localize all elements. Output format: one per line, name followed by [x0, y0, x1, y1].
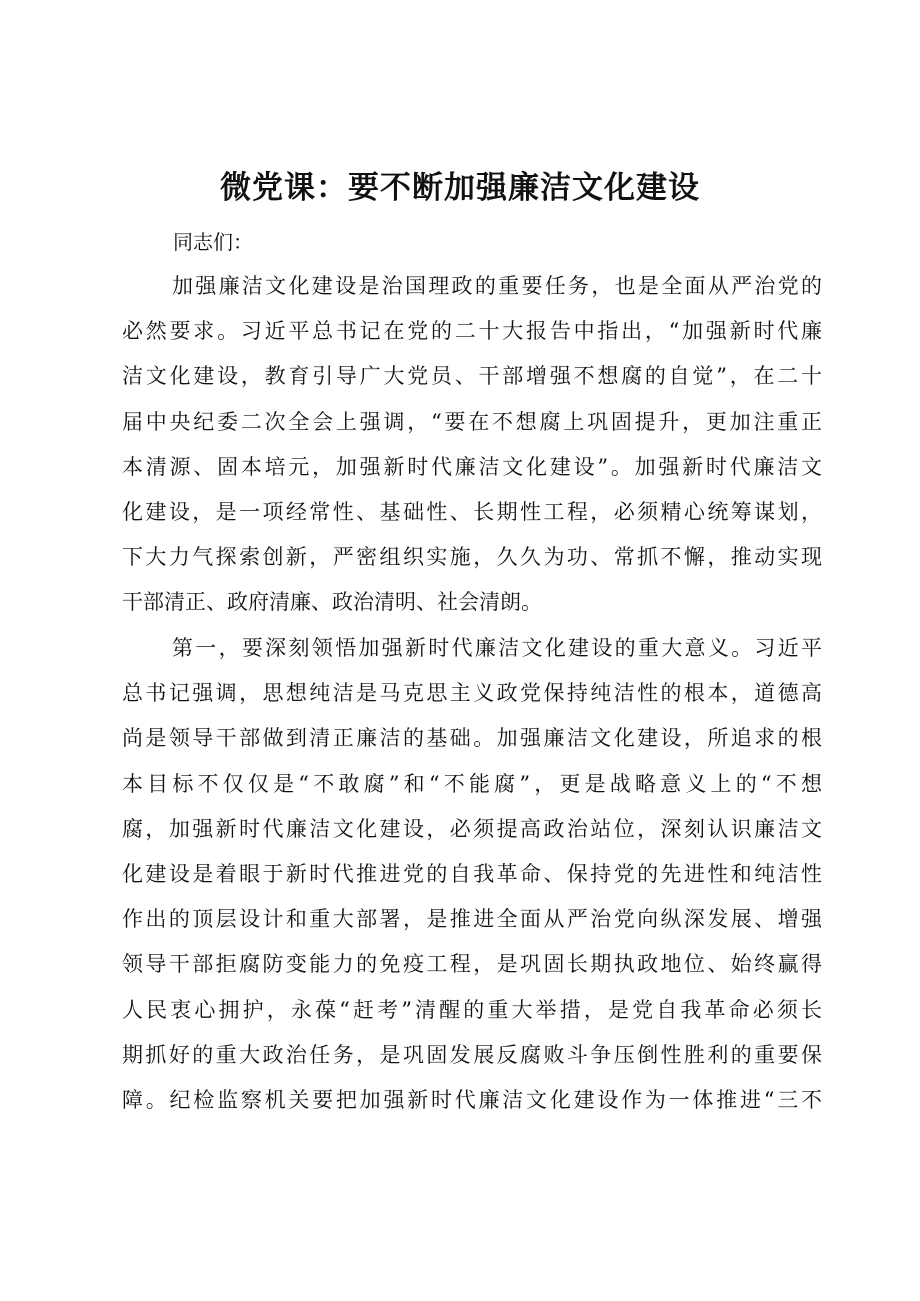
text-line: 作出的顶层设计和重大部署，是推进全面从严治党向纵深发展、增强 [122, 907, 822, 932]
text-line: 第一，要深刻领悟加强新时代廉洁文化建设的重大意义。习近平 [172, 636, 822, 660]
text-line: 本清源、固本培元，加强新时代廉洁文化建设”。加强新时代廉洁文 [122, 454, 822, 479]
text-line: 领导干部拒腐防变能力的免疫工程，是巩固长期执政地位、始终赢得 [122, 952, 822, 977]
text-line: 加强廉洁文化建设是治国理政的重要任务，也是全面从严治党的 [172, 274, 822, 298]
text-line: 干部清正、政府清廉、政治清明、社会清朗。 [122, 590, 542, 615]
document-title: 微党课：要不断加强廉洁文化建设 [220, 170, 700, 206]
paragraph-1 [122, 264, 822, 626]
text-line: 必然要求。习近平总书记在党的二十大报告中指出，“加强新时代廉 [122, 319, 822, 344]
text-line: 人民衷心拥护，永葆“赶考”清醒的重大举措，是党自我革命必须长 [122, 997, 822, 1022]
text-line: 腐，加强新时代廉洁文化建设，必须提高政治站位，深刻认识廉洁文 [122, 816, 822, 841]
text-line: 化建设，是一项经常性、基础性、长期性工程，必须精心统筹谋划， [122, 499, 822, 524]
text-line: 障。纪检监察机关要把加强新时代廉洁文化建设作为一体推进“三不 [122, 1087, 822, 1112]
text-line: 化建设是着眼于新时代推进党的自我革命、保持党的先进性和纯洁性 [122, 861, 822, 886]
text-line: 期抓好的重大政治任务，是巩固发展反腐败斗争压倒性胜利的重要保 [122, 1042, 822, 1067]
text-line: 总书记强调，思想纯洁是马克思主义政党保持纯洁性的根本，道德高 [122, 681, 822, 706]
salutation: 同志们： [173, 230, 253, 254]
text-line: 本目标不仅仅是“不敢腐”和“不能腐”，更是战略意义上的“不想 [122, 771, 822, 796]
paragraph-2 [122, 626, 822, 1123]
text-line: 尚是领导干部做到清正廉洁的基础。加强廉洁文化建设，所追求的根 [122, 726, 822, 751]
text-line: 届中央纪委二次全会上强调，“要在不想腐上巩固提升，更加注重正 [122, 409, 822, 434]
text-line: 洁文化建设，教育引导广大党员、干部增强不想腐的自觉”，在二十 [122, 364, 822, 389]
text-line: 下大力气探索创新，严密组织实施，久久为功、常抓不懈，推动实现 [122, 545, 822, 570]
